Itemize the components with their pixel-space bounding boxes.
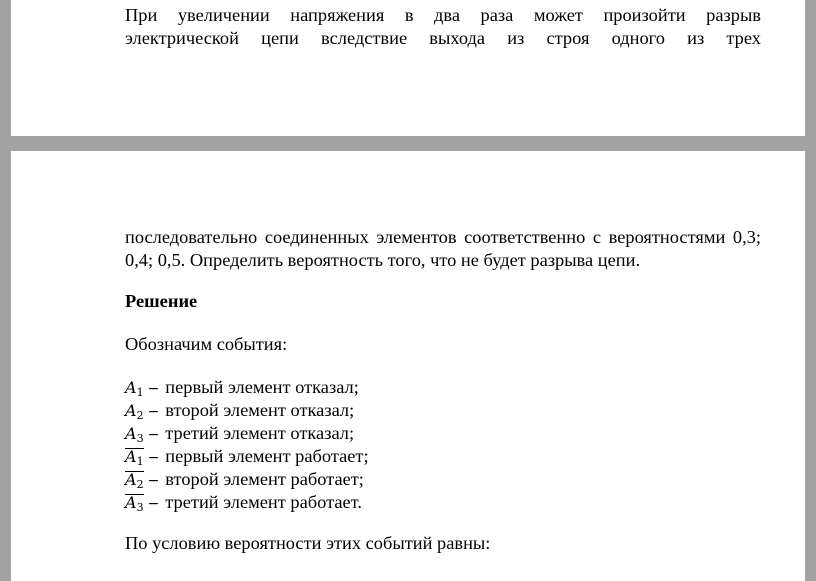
event-description: третий элемент работает. [165, 492, 362, 512]
paragraph-continuation-line-1: последовательно соединенных элементов соответственно с вероятностями 0,3; [125, 227, 761, 247]
event-index: 3 [136, 501, 144, 514]
event-index: 1 [136, 386, 144, 399]
event-symbol [125, 401, 144, 420]
event-symbol [125, 424, 144, 443]
event-index: 2 [136, 478, 144, 491]
document-page-2 [11, 151, 805, 581]
event-letter: A [125, 424, 137, 443]
event-complement-symbol [125, 471, 144, 493]
document-page-1 [11, 0, 805, 136]
event-description: второй элемент работает; [165, 469, 364, 489]
event-letter: A [125, 401, 137, 420]
event-dash: − [147, 381, 160, 397]
event-description: второй элемент отказал; [165, 400, 355, 420]
event-description: первый элемент отказал; [165, 377, 359, 397]
event-index: 1 [136, 455, 144, 468]
event-index: 3 [136, 432, 144, 445]
event-definition [125, 491, 362, 516]
event-dash: − [147, 404, 160, 420]
events-intro: Обозначим события: [125, 334, 288, 354]
event-description: первый элемент работает; [165, 446, 369, 466]
paragraph-line-2: электрической цепи вследствие выхода из строя одного из трех [125, 28, 761, 48]
event-dash: − [147, 473, 160, 489]
paragraph-continuation-line-2: 0,4; 0,5. Определить вероятность того, что не будет разрыва цепи. [125, 250, 641, 270]
solution-heading: Решение [125, 291, 198, 311]
event-complement-symbol [125, 448, 144, 470]
event-complement-symbol [125, 494, 144, 516]
event-dash: − [147, 450, 160, 466]
condition-line: По условию вероятности этих событий равны: [125, 533, 491, 553]
event-index: 2 [136, 409, 144, 422]
event-dash: − [147, 427, 160, 443]
event-letter: A [125, 378, 137, 397]
event-letter: A [125, 493, 137, 512]
event-definition [125, 445, 369, 470]
event-description: третий элемент отказал; [165, 423, 355, 443]
event-letter: A [125, 470, 137, 489]
event-symbol [125, 378, 144, 397]
event-letter: A [125, 447, 137, 466]
event-dash: − [147, 496, 160, 512]
event-definition [125, 468, 364, 493]
paragraph-line-1: При увеличении напряжения в два раза может произойти разрыв [125, 5, 761, 25]
